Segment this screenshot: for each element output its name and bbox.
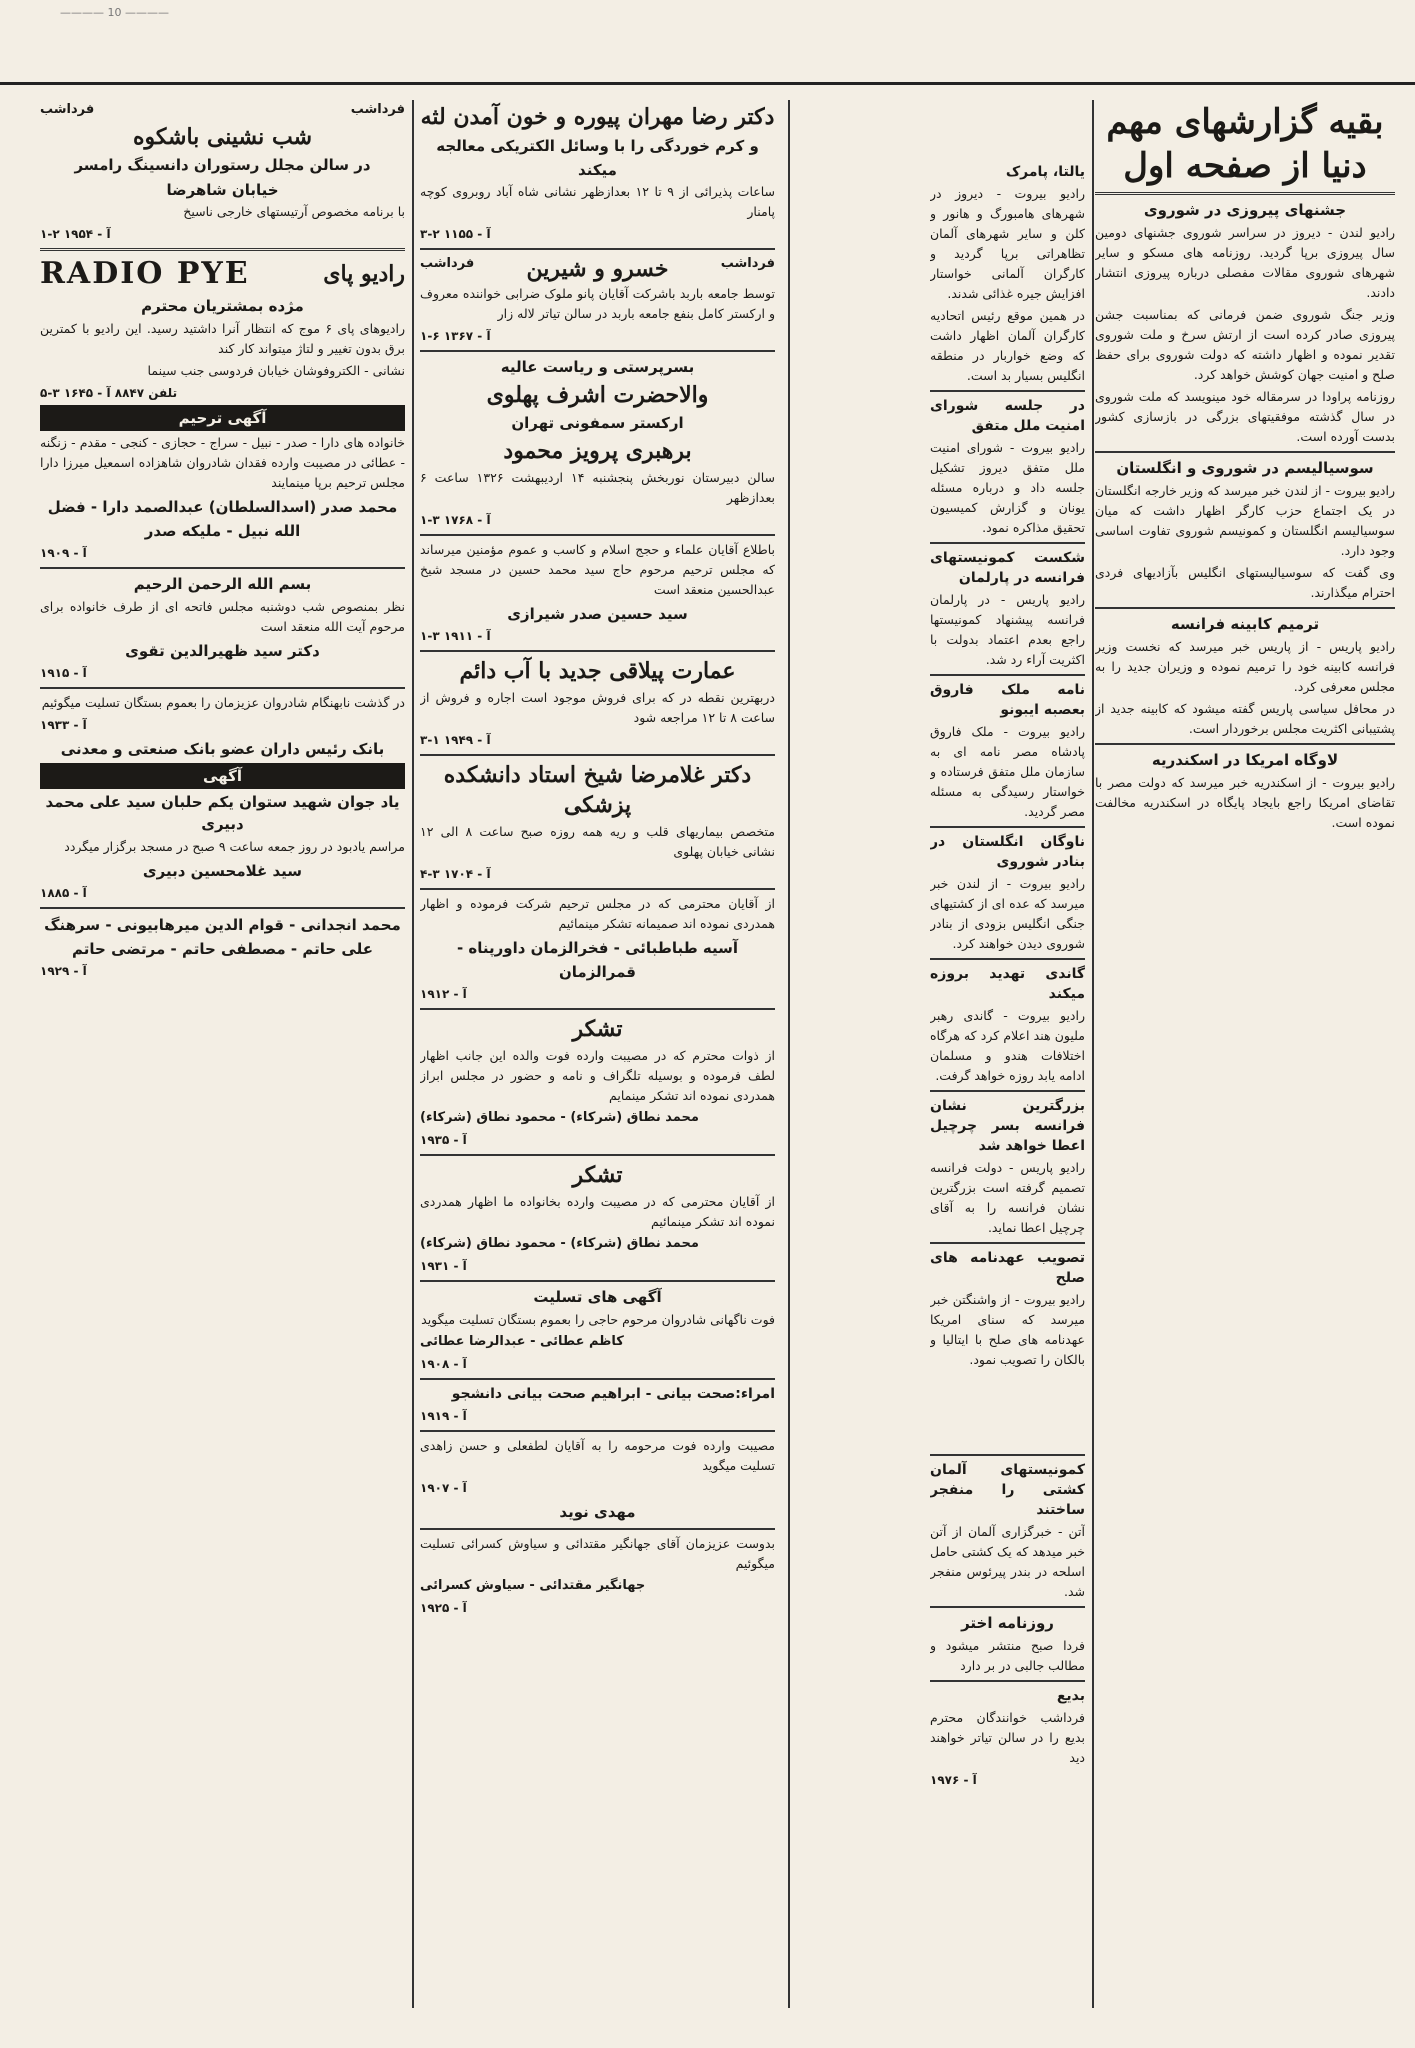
ad-subtitle: ارکستر سمفونی تهران xyxy=(511,414,684,432)
article-text: رادیو بیروت - از لندن خبر میرسد که عده ای از کشتیهای جنگی انگلیس بزودی از بنادر شوروی دیدن خواهند کرد. xyxy=(930,876,1085,951)
divider xyxy=(420,1528,775,1530)
ad-signature: آسیه طباطبائی - فخرالزمان داورپناه - قمرالزمان xyxy=(456,939,739,981)
divider xyxy=(1095,743,1395,745)
radio-brand: RADIO PYE xyxy=(40,256,250,291)
ad-signature: محمد انجدانی - قوام الدین میرهابیونی - سرهنگ علی حاتم - مصطفی حاتم - مرتضی حاتم xyxy=(44,916,401,958)
article-text: رادیو بیروت - شورای امنیت ملل متفق دیروز تشکیل جلسه داد و درباره مسئله یونان و گزارش کمیسیون تحقیق مذاکره نمود. xyxy=(930,440,1085,535)
ad-text: مراسم یادبود در روز جمعه ساعت ۹ صبح در مسجد برگزار میگردد xyxy=(64,839,405,854)
article-text: رادیو بیروت - ملک فاروق پادشاه مصر نامه ای به سازمان ملل متفق فرستاده و خواستار رسیدگی به مسئله مصر گردید. xyxy=(930,724,1085,819)
headline: در جلسه شورای امنیت ملل متفق xyxy=(930,398,1085,434)
divider xyxy=(420,650,775,652)
divider xyxy=(930,390,1085,392)
divider xyxy=(40,687,405,689)
divider xyxy=(420,350,775,352)
article-text: رادیو بیروت - از لندن خبر میرسد که وزیر خارجه انگلستان در یک اجتماع حزب کارگر اظهار داشت که میان سوسیالیسم انگلستان و کمونیسم شوروی تفاوت اساسی وجود دارد. xyxy=(1095,483,1395,558)
ad-code: آ - ۱۹۰۷ xyxy=(420,1481,467,1495)
ad-text: در گذشت نابهنگام شادروان عزیزمان را بعموم بستگان تسلیت میگوئیم xyxy=(41,695,405,710)
ad-headline: مهدی نوید xyxy=(559,1503,636,1521)
divider xyxy=(420,1378,775,1380)
ad-code: آ - ۱۹۰۹ xyxy=(40,546,87,560)
divider xyxy=(420,1008,775,1010)
headline: لاوگاه امریکا در اسکندریه xyxy=(1151,751,1339,769)
ad-code: آ - ۱۷۰۴ ۳-۴ xyxy=(420,867,491,881)
headline: بدیع xyxy=(1056,1688,1085,1704)
column-5 xyxy=(40,100,405,2008)
article-text: رادیو پاریس - از پاریس خبر میرسد که نخست وزیر فرانسه کابینه خود را ترمیم نموده و وزیران جدید را به مجلس معرفی کرد. xyxy=(1095,639,1395,694)
ad-code: آ - ۱۹۳۳ xyxy=(40,718,87,732)
ad-signature: محمد نطاق (شرکاء) - محمود نطاق (شرکاء) xyxy=(420,1236,699,1251)
column-1 xyxy=(1095,100,1395,2008)
divider xyxy=(420,1430,775,1432)
ad-headline: دکتر غلامرضا شیخ استاد دانشکده پزشکی xyxy=(443,762,752,818)
archive-stamp: ———— 10 ———— xyxy=(60,6,169,19)
divider xyxy=(930,674,1085,676)
ad-text: خانواده های دارا - صدر - نبیل - سراج - حجازی - کنجی - مقدم - زنگنه - عطائی در مصیبت وارده فقدان شادروان شاهزاده اسمعیل میرزا دارا مجلس ترحیم برپا مینمایند xyxy=(40,435,405,490)
ad-signature: محمد صدر (اسدالسلطان) عبدالصمد دارا - فضل الله نبیل - ملیکه صدر xyxy=(47,498,398,540)
ad-code: آ - ۱۹۳۵ xyxy=(420,1133,467,1147)
divider xyxy=(930,1090,1085,1092)
ad-code: آ - ۱۹۱۵ xyxy=(40,666,87,680)
headline: گاندی تهدید بروزه میکند xyxy=(930,966,1085,1002)
ad-label: فرداشب xyxy=(40,102,95,117)
headline: ناوگان انگلستان در بنادر شوروی xyxy=(930,834,1085,870)
ad-code: آ - ۱۱۵۵ ۲-۳ xyxy=(420,227,491,241)
column-rule xyxy=(1092,100,1094,2008)
ad-code: آ - ۱۹۴۹ ۱-۳ xyxy=(420,733,491,747)
ad-text: مصیبت وارده فوت مرحومه را به آقایان لطفعلی و حسن زاهدی تسلیت میگوید xyxy=(420,1438,775,1473)
section-bar: آگهی xyxy=(40,763,405,789)
article-text: در همین موقع رئیس اتحادیه کارگران آلمان اظهار داشت که وضع خواربار در منطقه انگلیس بسیار بد است. xyxy=(930,308,1085,383)
ad-text: بدوست عزیزمان آقای جهانگیر مقتدائی و سیاوش کسرائی تسلیت میگوئیم xyxy=(420,1536,775,1571)
ad-signature: سید غلامحسین دبیری xyxy=(142,862,303,880)
ad-signature: دکتر سید ظهیرالدین تقوی xyxy=(125,642,320,660)
article-text: فرداشب خوانندگان محترم بدیع را در سالن تیاتر خواهند دید xyxy=(930,1710,1085,1765)
article-text: فردا صبح منتشر میشود و مطالب جالبی در بر دارد xyxy=(930,1638,1085,1673)
divider xyxy=(1095,451,1395,453)
article-text: روزنامه پراودا در سرمقاله خود مینویسد که ملت شوروی در سال گذشته موفقیتهای بزرگی در بازسازی کشور بدست آورده است. xyxy=(1095,389,1395,444)
headline: یالتا، پامرک xyxy=(1005,164,1085,180)
ad-subtitle: و کرم خوردگی را با وسائل الکتریکی معالجه میکند xyxy=(436,137,759,179)
ad-code: آ - ۱۳۶۷ ۶-۱ xyxy=(420,329,491,343)
ad-headline: تشکر xyxy=(572,1162,623,1188)
ad-text: با برنامه مخصوص آرتیستهای خارجی ناسیخ xyxy=(183,204,405,219)
headline: نامه ملک فاروق بعصبه ایبونو xyxy=(930,682,1085,718)
ad-signature: محمد نطاق (شرکاء) - محمود نطاق (شرکاء) xyxy=(420,1110,699,1125)
headline: تصویب عهدنامه های صلح xyxy=(930,1250,1085,1286)
ad-headline: بسم الله الرحمن الرحیم xyxy=(133,575,312,593)
ad-text: متخصص بیماریهای قلب و ریه همه روزه صبح ساعت ۸ الی ۱۲ نشانی خیابان پهلوی xyxy=(420,824,775,859)
ad-text: رادیوهای پای ۶ موج که انتظار آنرا داشتید رسید. این رادیو با کمترین برق بدون تغییر و لتاژ میتواند کار کند xyxy=(40,321,405,356)
divider xyxy=(420,1280,775,1282)
divider xyxy=(930,1454,1085,1456)
ad-headline: والاحضرت اشرف پهلوی xyxy=(486,382,709,408)
ad-text: از ذوات محترم که در مصیبت وارده فوت والده این جانب اظهار لطف فرموده و بوسیله تلگراف و نامه و حضور در مجلس ابراز همدردی نموده اند تشکر مینمایم xyxy=(420,1048,775,1103)
ad-text: از آقایان محترمی که در مجلس ترحیم شرکت فرموده و اظهار همدردی نموده اند صمیمانه تشکر مینمائیم xyxy=(420,896,775,931)
ad-text: نظر بمنصوص شب دوشنبه مجلس فاتحه ای از طرف خانواده برای مرحوم آیت الله منعقد است xyxy=(40,599,405,634)
column-3 xyxy=(420,100,775,2008)
ad-text: فوت ناگهانی شادروان مرحوم حاجی را بعموم بستگان تسلیت میگوید xyxy=(421,1312,775,1327)
article-text: آتن - خبرگزاری آلمان از آتن خبر میدهد که یک کشتی حامل اسلحه در بندر پیرئوس منفجر شد. xyxy=(930,1524,1085,1599)
article-text: وی گفت که سوسیالیستهای انگلیس بآزادیهای فردی احترام میگذارند. xyxy=(1095,565,1395,600)
ad-headline: برهبری پرویز محمود xyxy=(503,438,692,464)
ad-headline: خسرو و شیرین xyxy=(526,256,669,282)
ad-headline: عمارت پیلاقی جدید با آب دائم xyxy=(459,658,736,684)
divider xyxy=(420,754,775,756)
ad-label: فرداشب xyxy=(420,256,475,271)
headline: روزنامه اختر xyxy=(961,1614,1054,1632)
ad-code: تلفن ۸۸۴۷ آ - ۱۶۴۵ ۳-۵ xyxy=(40,386,178,400)
article-text: وزیر جنگ شوروی ضمن فرمانی که بمناسبت جشن پیروزی صادر کرده است از ارتش سرخ و ملت شوروی تقدیر نموده و اظهار داشته که دولت شوروی برای حفظ صلح و امنیت جهان کوشش خواهد کرد. xyxy=(1095,307,1395,382)
headline: سوسیالیسم در شوروی و انگلستان xyxy=(1116,459,1374,477)
divider xyxy=(40,567,405,569)
ad-code: آ - ۱۹۵۴ ۲-۱ xyxy=(40,227,111,241)
headline: شکست کمونیستهای فرانسه در پارلمان xyxy=(930,550,1085,586)
ad-label: فرداشب xyxy=(350,102,405,117)
ad-code: آ - ۱۹۳۱ xyxy=(420,1259,467,1273)
divider xyxy=(1095,607,1395,609)
headline: کمونیستهای آلمان کشتی را منفجر ساختند xyxy=(930,1462,1085,1518)
ad-header-row xyxy=(40,100,405,120)
article-text: رادیو لندن - دیروز در سراسر شوروی جشنهای دومین سال پیروزی برپا گردید. روزنامه های مسکو و سایر شهرهای شوروی مقالات مفصلی درباره پیروزی انتشار دادند. xyxy=(1095,225,1395,300)
ad-headline: یاد جوان شهید ستوان یکم حلبان سید علی محمد دبیری xyxy=(45,793,400,833)
ad-header-row xyxy=(420,254,775,284)
divider xyxy=(420,248,775,250)
divider xyxy=(930,958,1085,960)
ad-subtitle: مژده بمشتریان محترم xyxy=(141,297,304,315)
divider xyxy=(930,1680,1085,1682)
ad-signature: کاظم عطائی - عبدالرضا عطائی xyxy=(420,1334,624,1349)
divider xyxy=(930,826,1085,828)
section-bar: آگهی ترحیم xyxy=(40,405,405,431)
article-text: رادیو بیروت - از واشنگتن خبر میرسد که سنای امریکا عهدنامه های صلح با ایتالیا و بالکان را تصویب نمود. xyxy=(930,1292,1085,1367)
divider xyxy=(420,1154,775,1156)
ad-signature: جهانگیر مقتدائی - سیاوش کسرائی xyxy=(420,1578,646,1593)
ad-code: آ - ۱۸۸۵ xyxy=(40,886,87,900)
divider xyxy=(930,1242,1085,1244)
ad-subtitle: در سالن مجلل رستوران دانسینگ رامسر xyxy=(74,156,371,174)
ad-headline: دکتر رضا مهران پیوره و خون آمدن لثه xyxy=(420,104,775,130)
article-text: رادیو بیروت - گاندی رهبر ملیون هند اعلام کرد که هرگاه اختلافات هندو و مسلمان ادامه یابد روزه خواهد گرفت. xyxy=(930,1008,1085,1083)
ad-headline: شب نشینی باشکوه xyxy=(132,124,313,150)
headline: جشنهای پیروزی در شوروی xyxy=(1143,201,1347,219)
ad-code: آ - ۱۹۷۶ xyxy=(930,1773,977,1787)
ad-label: فرداشب xyxy=(720,256,775,271)
article-text: رادیو پاریس - دولت فرانسه تصمیم گرفته است بزرگترین نشان فرانسه را به آقای چرچیل اعطا نماید. xyxy=(930,1160,1085,1235)
radio-ad-header xyxy=(40,255,405,293)
divider xyxy=(40,248,405,251)
article-text: در محافل سیاسی پاریس گفته میشود که کابینه جدید از پشتیبانی اکثریت مجلس برخوردار است. xyxy=(1095,701,1395,736)
article-text: رادیو بیروت - از اسکندریه خبر میرسد که دولت مصر با تقاضای امریکا راجع بایجاد پایگاه در اسکندریه مخالفت نموده است. xyxy=(1095,775,1395,830)
ad-headline: بانک رئیس داران عضو بانک صنعتی و معدنی xyxy=(60,740,385,758)
ad-text: سالن دبیرستان نوربخش پنجشنبه ۱۴ اردیبهشت ۱۳۲۶ ساعت ۶ بعدازظهر xyxy=(420,470,775,505)
ad-text: نشانی - الکتروفوشان خیابان فردوسی جنب سینما xyxy=(147,363,405,378)
ad-code: آ - ۱۹۱۹ xyxy=(420,1409,467,1423)
ad-code: آ - ۱۹۲۵ xyxy=(420,1601,467,1615)
divider xyxy=(40,907,405,909)
column-4 xyxy=(930,1450,1085,2008)
ad-headline: آگهی های تسلیت xyxy=(533,1288,662,1306)
ad-text: دربهترین نقطه در که برای فروش موجود است اجاره و فروش از ساعت ۸ تا ۱۲ مراجعه شود xyxy=(420,690,775,725)
ad-text: توسط جامعه باربد باشرکت آقایان پانو ملوک ضرابی خواننده معروف و ارکستر کامل بنفع جامعه باربد در سالن تیاتر لاله زار xyxy=(420,286,775,321)
article-text: رادیو بیروت - دیروز در شهرهای هامبورگ و هانور و کلن و سایر شهرهای آلمان تظاهراتی برپا گردید و کارگران آلمانی خواستار افزایش جیره غذائی شدند. xyxy=(930,186,1085,301)
ad-code: آ - ۱۹۰۸ xyxy=(420,1357,467,1371)
ad-headline: تشکر xyxy=(572,1016,623,1042)
top-rule xyxy=(0,82,1415,85)
ad-text: ساعات پذیرائی از ۹ تا ۱۲ بعدازظهر نشانی شاه آباد روبروی کوچه پامنار xyxy=(420,184,775,219)
ad-code: آ - ۱۹۲۹ xyxy=(40,964,87,978)
ad-text: از آقایان محترمی که در مصیبت وارده بخانواده ما اظهار همدردی نموده اند تشکر مینمائیم xyxy=(420,1194,775,1229)
ad-signature: سید حسین صدر شیرازی xyxy=(507,605,688,623)
ad-code: آ - ۱۷۶۸ ۳-۱ xyxy=(420,513,491,527)
page-title: بقیه گزارشهای مهم دنیا از صفحه اول xyxy=(1106,102,1384,186)
ad-subtitle: بسرپرستی و ریاست عالیه xyxy=(500,358,695,376)
ad-code: آ - ۱۹۱۲ xyxy=(420,987,467,1001)
divider xyxy=(1095,192,1395,195)
ad-headline: امراء:صحت بیانی - ابراهیم صحت بیانی دانشجو xyxy=(451,1386,775,1402)
ad-headline: رادیو پای xyxy=(323,261,405,287)
column-rule xyxy=(412,100,414,2008)
ad-code: آ - ۱۹۱۱ ۳-۱ xyxy=(420,629,491,643)
ad-subtitle: خیابان شاهرضا xyxy=(166,181,279,199)
divider xyxy=(420,888,775,890)
headline: ترمیم کابینه فرانسه xyxy=(1170,615,1320,633)
column-rule xyxy=(788,100,790,2008)
article-text: رادیو پاریس - در پارلمان فرانسه پیشنهاد کمونیستها راجع بعدم اعتماد بدولت با اکثریت آراء رد شد. xyxy=(930,592,1085,667)
divider xyxy=(420,534,775,536)
ad-text: باطلاع آقایان علماء و حجج اسلام و کاسب و عموم مؤمنین میرساند که مجلس ترحیم مرحوم حاج سید محمد حسین در مسجد شیخ عبدالحسین منعقد است xyxy=(420,542,775,597)
divider xyxy=(930,542,1085,544)
divider xyxy=(930,1606,1085,1608)
headline: بزرگترین نشان فرانسه بسر چرچیل اعطا خواهد شد xyxy=(930,1098,1085,1154)
